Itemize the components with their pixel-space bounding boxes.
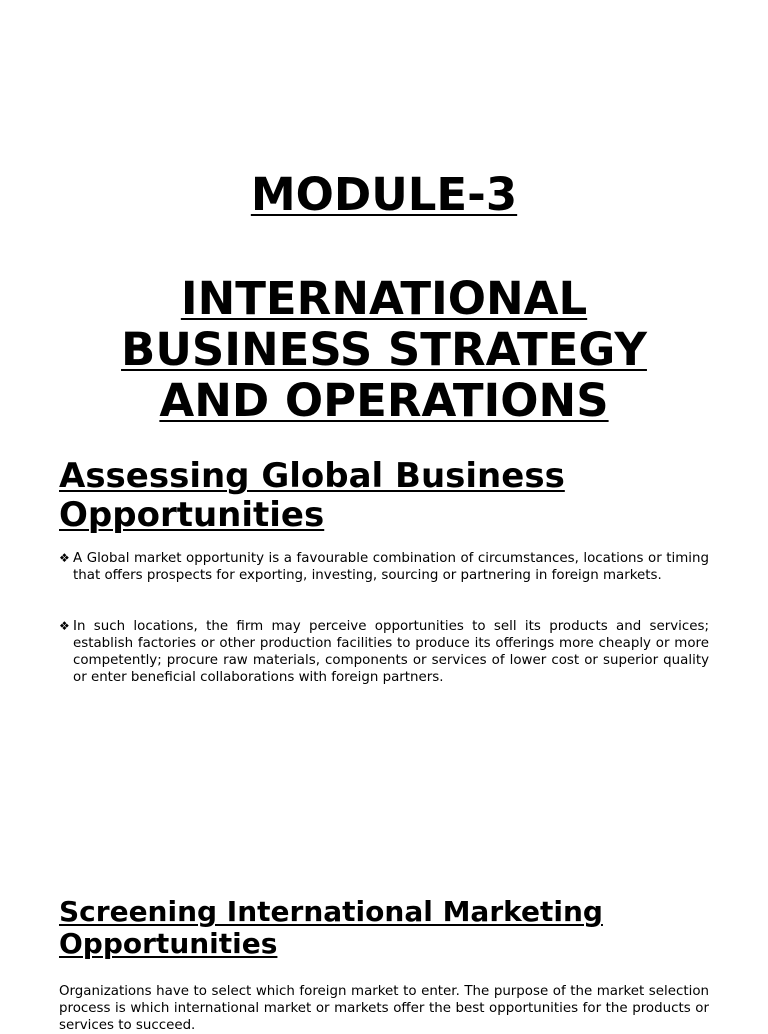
bullet-item — [59, 618, 709, 686]
bullet-item — [59, 550, 709, 584]
diamond-bullet-icon: ❖ — [59, 619, 70, 633]
bullet-text: A Global market opportunity is a favourable combination of circumstances, locations or timing that offers prospects for exporting, investing, sourcing or partnering in foreign markets. — [73, 551, 709, 583]
body-paragraph: Organizations have to select which foreign market to enter. The purpose of the market selection process is which international market or markets offer the best opportunities for the products or services to succeed. — [59, 984, 709, 1033]
section-heading-assessing: Assessing Global Business Opportunities — [59, 456, 565, 535]
diamond-bullet-icon: ❖ — [59, 551, 70, 565]
module-title: MODULE-3 — [250, 168, 518, 221]
section-heading-screening: Screening International Marketing Opportunities — [59, 895, 603, 960]
bullet-text: In such locations, the firm may perceive opportunities to sell its products and services; establish factories or other production facilities to produce its offerings more cheaply or more competently; procure raw materials, components or services of lower cost or superior quality or enter beneficial collaborations with foreign partners. — [73, 619, 709, 685]
main-title: INTERNATIONAL BUSINESS STRATEGY AND OPERATIONS — [121, 272, 647, 427]
